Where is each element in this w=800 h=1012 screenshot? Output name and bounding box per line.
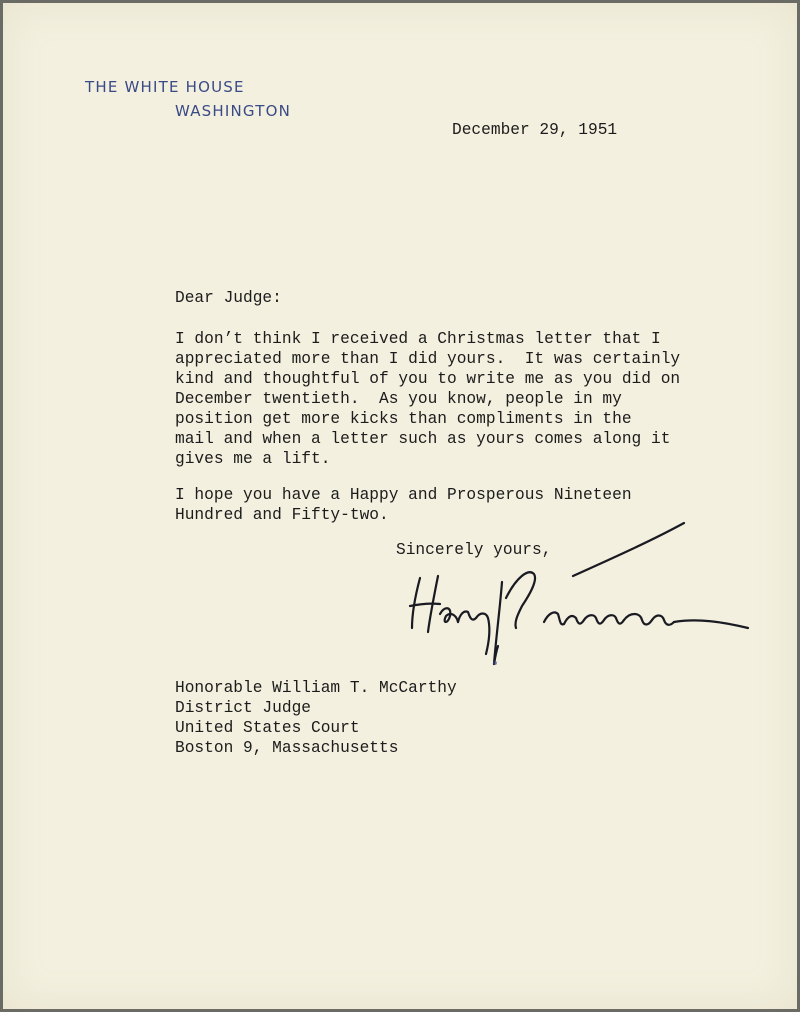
- body-line: I don’t think I received a Christmas letter that I: [175, 330, 661, 348]
- recipient-city: Boston 9, Massachusetts: [175, 739, 399, 757]
- recipient-title: District Judge: [175, 699, 311, 717]
- body-line: appreciated more than I did yours. It was certainly: [175, 350, 681, 368]
- body-line: position get more kicks than compliments in the: [175, 410, 632, 428]
- body-line: gives me a lift.: [175, 450, 331, 468]
- body-line: mail and when a letter such as yours comes along it: [175, 430, 671, 448]
- salutation: Dear Judge:: [175, 289, 282, 307]
- letter-page: [3, 3, 797, 1009]
- letterhead-title: THE WHITE HOUSE: [85, 78, 245, 96]
- body-line: I hope you have a Happy and Prosperous Nineteen: [175, 486, 632, 504]
- letter-date: December 29, 1951: [452, 121, 618, 139]
- recipient-name: Honorable William T. McCarthy: [175, 679, 457, 697]
- body-paragraph-1: [175, 329, 680, 469]
- body-line: December twentieth. As you know, people in my: [175, 390, 622, 408]
- letterhead-location: WASHINGTON: [175, 102, 291, 120]
- recipient-address: [175, 678, 457, 758]
- body-line: kind and thoughtful of you to write me as you did on: [175, 370, 681, 388]
- closing: Sincerely yours,: [396, 541, 552, 559]
- signature-icon: [398, 518, 758, 673]
- recipient-court: United States Court: [175, 719, 360, 737]
- body-line: Hundred and Fifty-two.: [175, 506, 389, 524]
